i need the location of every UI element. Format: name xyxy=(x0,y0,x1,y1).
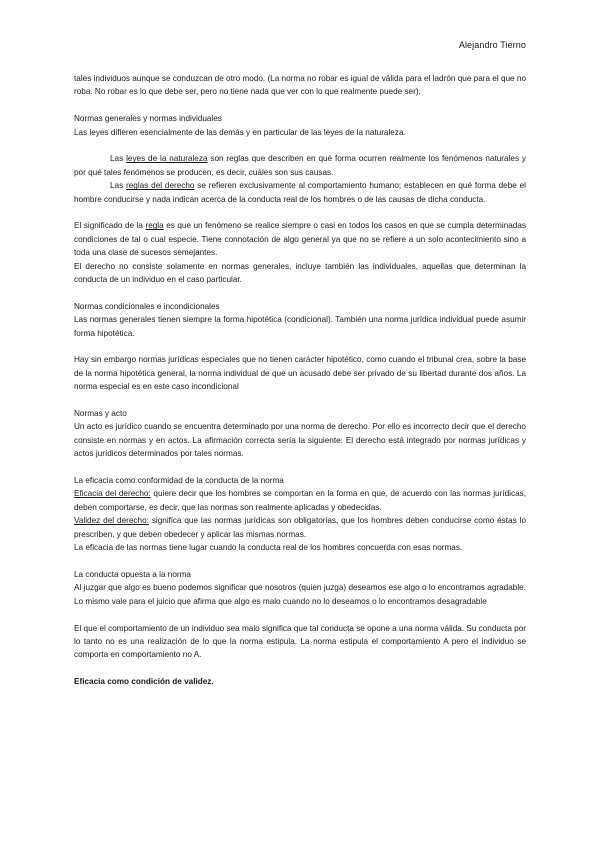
paragraph-validez: Validez del derecho: significa que las normas jurídicas son obligatorias, que los hombres deben conducirse como éstas lo prescriben, y que deben obedecer y aplicar las mismas normas. xyxy=(74,516,526,539)
paragraph: Hay sin embargo normas jurídicas especiales que no tienen carácter hipotético, como cuando el tribunal crea, sobre la base de la norma hipotética general, la norma individual de que un acusado debe ser privado de su libertad durante dos años. La norma especial es en este caso incondicional xyxy=(74,355,526,392)
paragraph-eficacia: Eficacia del derecho: quiere decir que los hombres se comportan en la forma en que, de acuerdo con las normas jurídicas, deben comportarse, es decir, que las normas son realmente aplicadas y obedecidas. xyxy=(74,489,526,512)
paragraph: Al juzgar que algo es bueno podemos significar que nosotros (quien juzga) deseamos ese algo o lo encontramos agradable. Lo mismo vale para el juicio que afirma que algo es malo cuando no lo deseamos o lo encontramos desagradable xyxy=(74,583,526,606)
section-title-conducta-opuesta: La conducta opuesta a la norma xyxy=(74,569,191,579)
section-title-normas-acto: Normas y acto xyxy=(74,409,127,419)
section-title-normas-generales: Normas generales y normas individuales xyxy=(74,114,222,124)
paragraph: Un acto es jurídico cuando se encuentra determinado por una norma de derecho. Por ello es incorrecto decir que el derecho consiste en normas y en actos. La afirmación correcta sería la siguiente: El derecho está integrado por normas jurídicas y actos jurídicos determinados por tales normas. xyxy=(74,422,526,459)
section-title-eficacia: La eficacia como conformidad de la conducta de la norma xyxy=(74,476,284,486)
underlined-term: reglas del derecho xyxy=(126,181,195,191)
paragraph-reglas-derecho: Las reglas del derecho se refieren exclusivamente al comportamiento humano; establecen en qué forma debe el hombre conducirse y nada indican acerca de la conducta real de los hombres o de las causas de dicha conducta. xyxy=(74,181,526,204)
underlined-term: leyes de la naturaleza xyxy=(126,154,208,164)
paragraph-regla: El significado de la regla es que un fenómeno se realice siempre o casi en todos los casos en que se cumpla determinadas condiciones de tal o cual especie. Tiene connotación de algo general ya que no se refiere a un solo acontecimiento sino a toda una clase de sucesos semejantes. xyxy=(74,221,526,258)
paragraph: La eficacia de las normas tiene lugar cuando la conducta real de los hombres concuerda con esas normas. xyxy=(74,543,463,553)
paragraph-leyes-naturaleza: Las leyes de la naturaleza son reglas que describen en qué forma ocurren realmente los fenómenos naturales y por qué tales fenómenos se producen, es decir, cuáles son sus causas. xyxy=(74,154,526,177)
paragraph: Las leyes difieren esencialmente de las demás y en particular de las leyes de la naturaleza. xyxy=(74,127,406,137)
author-header: Alejandro Tierno xyxy=(458,40,526,50)
paragraph: El que el comportamiento de un individuo sea malo significa que tal conducta se opone a una norma válida. Su conducta por lo tanto no es una realización de lo que la norma estipula. La norma estipula el comportamiento A pero el individuo se comporta en comportamiento no A. xyxy=(74,623,526,660)
intro-paragraph: tales individuos aunque se conduzcan de otro modo. (La norma no robar es igual de válida para el ladrón que para el que no roba. No robar es lo que debe ser, pero no tiene nada que ver con lo que realmente puede ser). xyxy=(74,74,526,97)
section-title-eficacia-validez: Eficacia como condición de validez. xyxy=(74,677,214,687)
section-title-normas-condicionales: Normas condicionales e incondicionales xyxy=(74,301,220,311)
underlined-term: regla xyxy=(145,221,164,231)
paragraph: El derecho no consiste solamente en normas generales, incluye también las individuales, aquellas que determinan la conducta de un individuo en el caso particular. xyxy=(74,261,526,285)
paragraph: Las normas generales tienen siempre la forma hipotética (condicional). También una norma jurídica individual puede asumir forma hipotética. xyxy=(74,315,526,338)
underlined-term: Eficacia del derecho: xyxy=(74,489,151,499)
underlined-term: Validez del derecho: xyxy=(74,516,149,526)
document-body xyxy=(74,72,526,689)
